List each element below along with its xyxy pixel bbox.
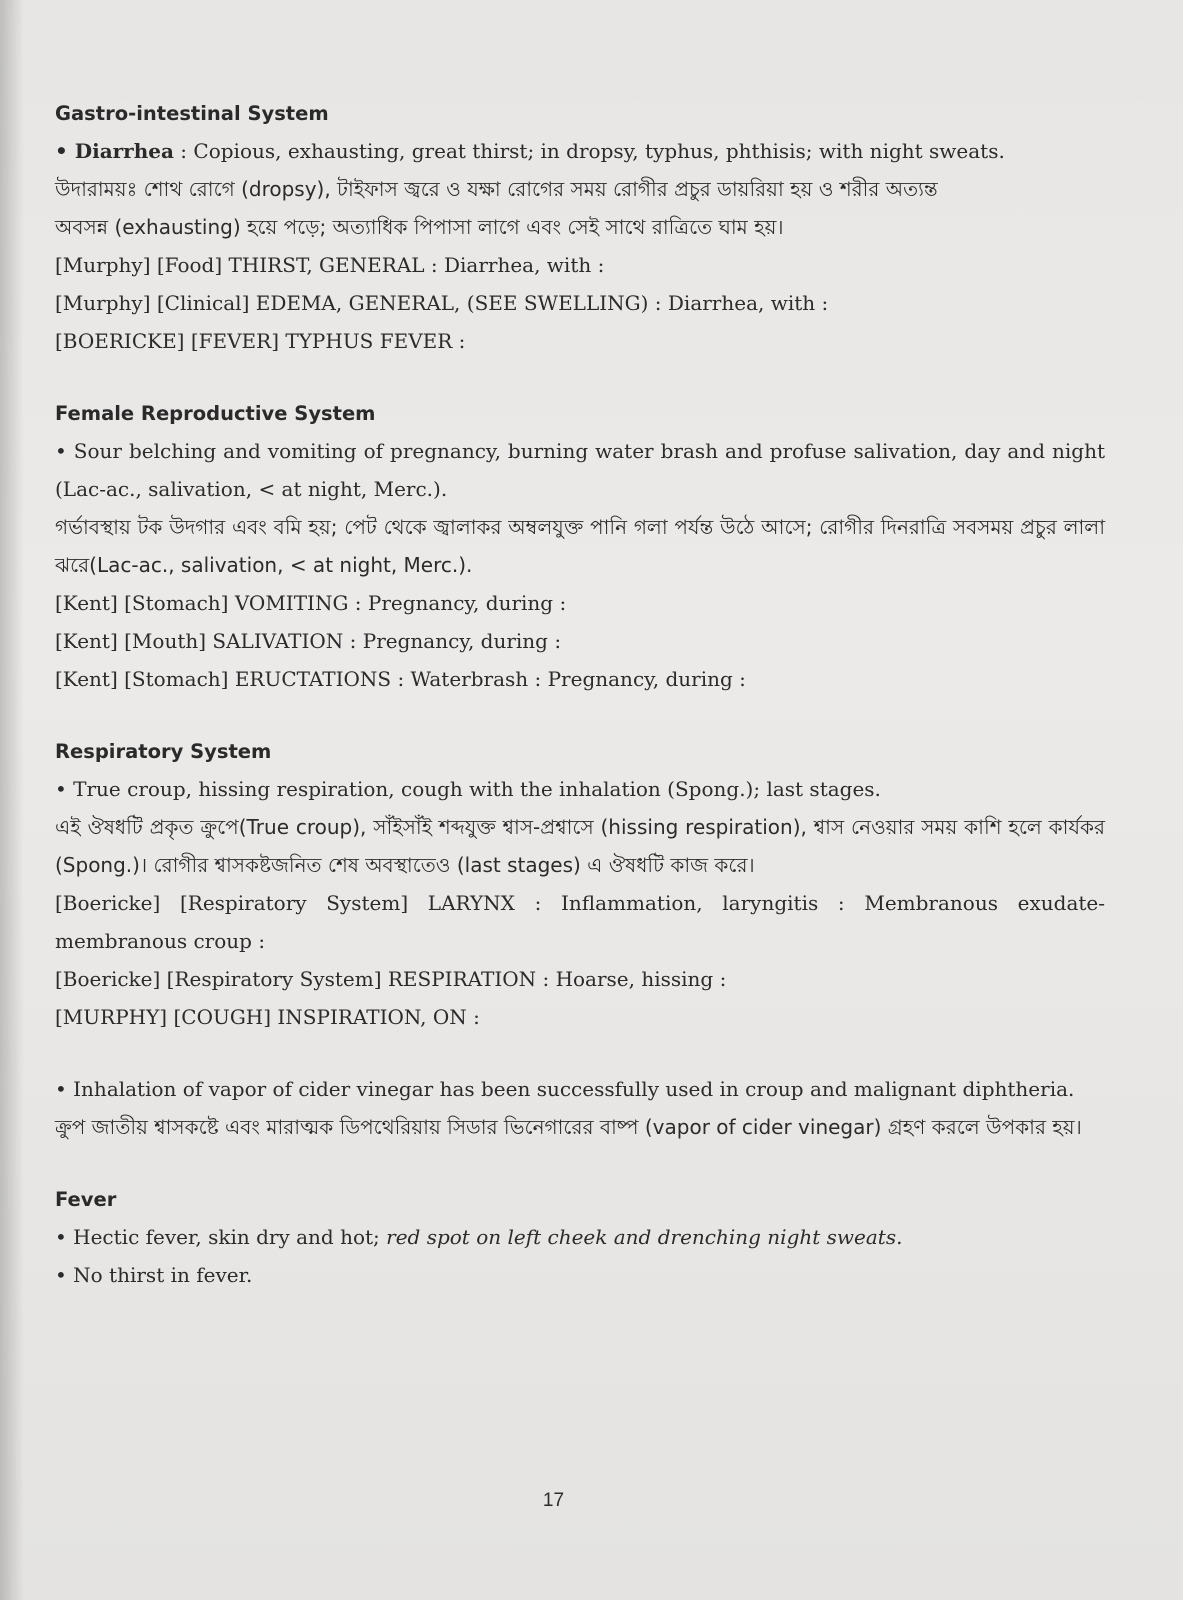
page-content <box>55 96 1105 1330</box>
bullet-label: • Diarrhea <box>55 139 174 163</box>
repertory-reference: [Kent] [Stomach] ERUCTATIONS : Waterbrash : Pregnancy, during : <box>55 667 746 691</box>
repertory-reference: [Boericke] [Respiratory System] RESPIRATION : Hoarse, hissing : <box>55 967 727 991</box>
section-fever <box>55 1182 1105 1294</box>
bengali-text: অবসন্ন (exhausting) হয়ে পড়ে; অত্যাধিক পিপাসা লাগে এবং সেই সাথে রাত্রিতে ঘাম হয়। <box>55 215 784 239</box>
bengali-text: উদারাময়ঃ শোথ রোগে (dropsy), টাইফাস জ্বরে ও যক্ষা রোগের সময় রোগীর প্রচুর ডায়রিয়া হয় ও শরীর অত্যন্ত <box>55 177 938 201</box>
spacer <box>55 1036 1105 1070</box>
bullet-diarrhea <box>55 132 1105 170</box>
repertory-reference: [Kent] [Stomach] VOMITING : Pregnancy, during : <box>55 591 567 615</box>
repertory-reference: [Boericke] [Respiratory System] LARYNX : Inflammation, laryngitis : Membranous exudate-membranous croup : <box>55 891 1105 953</box>
section-heading: Fever <box>55 1188 117 1211</box>
bengali-text: গর্ভাবস্থায় টক উদগার এবং বমি হয়; পেট থেকে জ্বালাকর অম্বলযুক্ত পানি গলা পর্যন্ত উঠে আসে; রোগীর দিনরাত্রি সবসময় প্রচুর লালা ঝরে(Lac-ac., salivation, < at night, Merc.). <box>55 515 1105 577</box>
page-edge-shadow <box>0 0 24 1600</box>
repertory-reference: [BOERICKE] [FEVER] TYPHUS FEVER : <box>55 329 466 353</box>
bullet-text: • Sour belching and vomiting of pregnancy, burning water brash and profuse salivation, day and night (Lac-ac., salivation, < at night, Merc.). <box>55 439 1105 501</box>
bullet-italic-text: red spot on left cheek and drenching night sweats. <box>386 1225 903 1249</box>
bengali-text: এই ঔষধটি প্রকৃত ক্রুপে(True croup), সাঁইসাঁই শব্দযুক্ত শ্বাস-প্রশ্বাসে (hissing respiration), শ্বাস নেওয়ার সময় কাশি হলে কার্যকর (Spong.)। রোগীর শ্বাসকষ্টজনিত শেষ অবস্থাতেও (last stages) এ ঔষধটি কাজ করে। <box>55 815 1105 877</box>
section-respiratory <box>55 734 1105 1146</box>
section-heading: Female Reproductive System <box>55 402 376 425</box>
section-gastro-intestinal <box>55 96 1105 360</box>
bullet-text: : Copious, exhausting, great thirst; in dropsy, typhus, phthisis; with night sweats. <box>173 139 1005 163</box>
repertory-reference: [Kent] [Mouth] SALIVATION : Pregnancy, during : <box>55 629 562 653</box>
section-heading: Gastro-intestinal System <box>55 102 329 125</box>
bullet-text: • No thirst in fever. <box>55 1263 253 1287</box>
section-female-reproductive <box>55 396 1105 698</box>
page-number: 17 <box>542 1490 565 1511</box>
repertory-reference: [Murphy] [Clinical] EDEMA, GENERAL, (SEE SWELLING) : Diarrhea, with : <box>55 291 829 315</box>
repertory-reference: [MURPHY] [COUGH] INSPIRATION, ON : <box>55 1005 480 1029</box>
bullet-hectic-fever <box>55 1218 1105 1256</box>
bullet-text: • Inhalation of vapor of cider vinegar has been successfully used in croup and malignant diphtheria. <box>55 1077 1075 1101</box>
bullet-text: • Hectic fever, skin dry and hot; <box>55 1225 387 1249</box>
bullet-text: • True croup, hissing respiration, cough with the inhalation (Spong.); last stages. <box>55 777 881 801</box>
bengali-text: ক্রুপ জাতীয় শ্বাসকষ্টে এবং মারাত্মক ডিপথেরিয়ায় সিডার ভিনেগারের বাষ্প (vapor of cider vinegar) গ্রহণ করলে উপকার হয়। <box>55 1115 1082 1139</box>
repertory-reference: [Murphy] [Food] THIRST, GENERAL : Diarrhea, with : <box>55 253 605 277</box>
section-heading: Respiratory System <box>55 740 272 763</box>
